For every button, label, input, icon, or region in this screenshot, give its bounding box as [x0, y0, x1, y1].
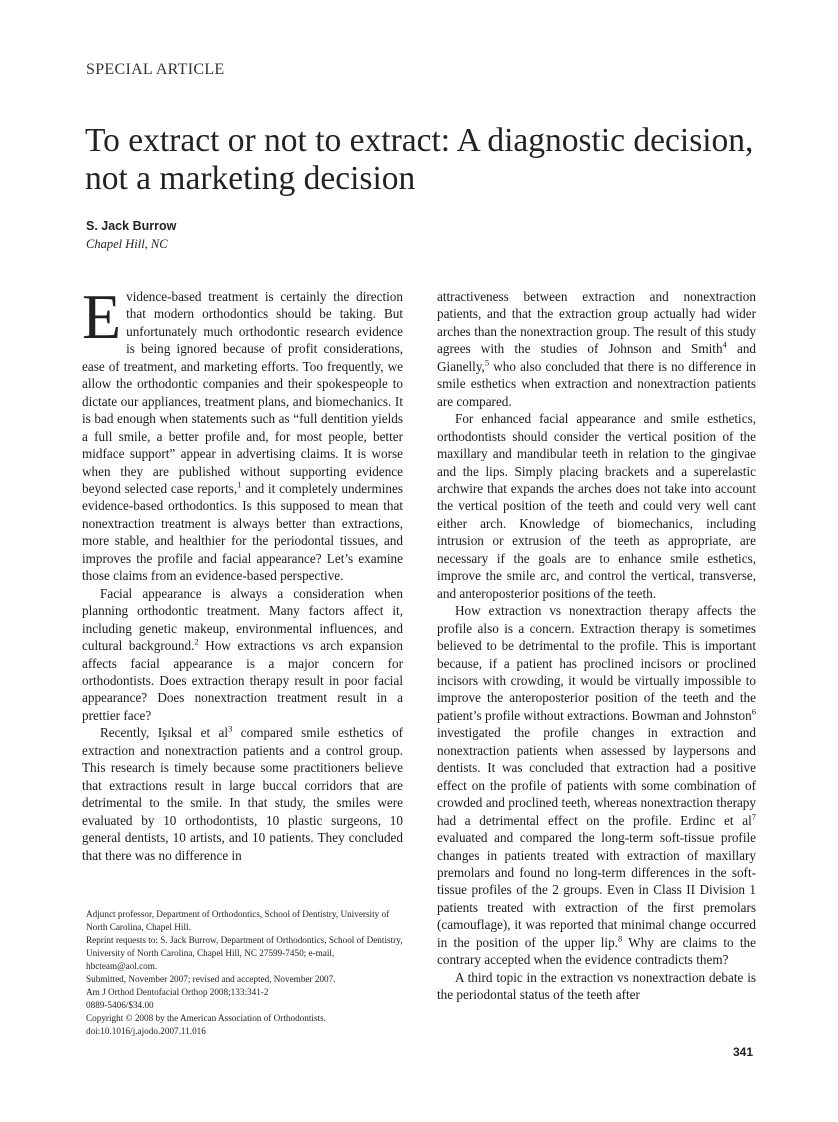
footnote-affiliation: Adjunct professor, Department of Orthodontics, School of Dentistry, University of North Carolina, Chapel Hill.	[86, 909, 390, 932]
footnote-copyright: Copyright © 2008 by the American Association of Orthodontists.	[86, 1013, 326, 1023]
paragraph-text: and Gianelly,	[437, 341, 757, 374]
footnote-submitted: Submitted, November 2007; revised and accepted, November 2007.	[86, 974, 336, 984]
paragraph-4	[437, 288, 756, 410]
footnote-doi: doi:10.1016/j.ajodo.2007.11.016	[86, 1026, 206, 1036]
reference-marker: 7	[751, 811, 756, 822]
paragraph-5: For enhanced facial appearance and smile esthetics, orthodontists should consider the vertical position of the maxillary and mandibular teeth in relation to the gingivae and the lips. Simply placing brackets and a superelastic archwire that expands the arches does not take into account the vertical position of the teeth and could very well cant either arch. Knowledge of biomechanics, including intrusion or extrusion of the teeth as appropriate, are necessary if the goals are to enhance smile esthetics, improve the smile arc, and control the vertical, transverse, and anteroposterior positions of the teeth.	[437, 411, 756, 601]
paragraph-text: and it completely undermines evidence-based orthodontics. Is this supposed to mean that nonextraction treatment is always better than extractions, more stable, and healthier for the periodontal tissues, and improves the profile and facial appearance? Let’s examine those claims from an evidence-based perspective.	[82, 480, 403, 584]
paragraph-text: compared smile esthetics of extraction and nonextraction patients and a control group. This research is timely because some practitioners believe that extractions result in large buccal corridors that are detrimental to the smile. In that study, the smiles were evaluated by 10 orthodontists, 10 plastic surgeons, 10 general dentists, 10 artists, and 10 patients. They concluded that there was no difference in	[82, 725, 403, 863]
paragraph-text: who also concluded that there is no difference in smile esthetics when extraction and nonextraction patients are compared.	[437, 358, 756, 409]
footnotes	[86, 908, 406, 1038]
paragraph-text: attractiveness between extraction and nonextraction patients, and that the extraction group actually had wider arches than the nonextraction group. The result of this study agrees with the studies of Johnson and Smith	[437, 289, 756, 357]
paragraph-6	[437, 602, 756, 969]
article-title: To extract or not to extract: A diagnostic decision, not a marketing decision	[85, 122, 754, 197]
paragraph-text: Why are claims to the contrary accepted when the evidence contradicts them?	[437, 934, 756, 968]
paragraph-1	[82, 281, 403, 585]
reference-marker: 3	[228, 723, 233, 734]
paragraph-text: How extractions vs arch expansion affects facial appearance is a major concern for orthodontists. Does extraction therapy result in poor facial appearance? Does nonextraction treatment result in a prettier face?	[82, 638, 403, 723]
reference-marker: 8	[617, 933, 623, 944]
left-column	[82, 281, 403, 864]
reference-marker: 2	[194, 636, 199, 647]
section-label: SPECIAL ARTICLE	[86, 61, 225, 78]
paragraph-text: Recently, Işıksal et al	[100, 725, 229, 741]
paragraph-text: vidence-based treatment is certainly the direction that modern orthodontics should be taking. But unfortunately much orthodontic research evidence is being ignored because of profit considerations, ease of treatment, and marketing efforts. Too frequently, we allow the orthodontic companies and their spokespeople to dictate our appliances, treatment plans, and biomechanics. It is bad enough when statements such as “full dentition yields a full smile, a better profile and, for most people, better midface support” appear in advertising claims. It is worse when they are published without supporting evidence beyond selected case reports,	[82, 289, 403, 496]
reference-marker: 1	[237, 479, 242, 490]
paragraph-text: evaluated and compared the long-term soft-tissue profile changes in patients treated with extraction of maxillary premolars and found no long-term differences in the soft-tissue profiles of the 2 groups. Even in Class II Division 1 patients treated with extraction of the first premolars (camouflage), it was reported that minimal change occurred in the position of the upper lip.	[437, 830, 756, 950]
reference-marker: 6	[751, 706, 756, 717]
footnote-citation: Am J Orthod Dentofacial Orthop 2008;133:341-2	[86, 987, 269, 997]
drop-cap: E	[82, 281, 122, 352]
paragraph-3	[82, 724, 403, 864]
reference-marker: 5	[484, 357, 490, 368]
reference-marker: 4	[722, 339, 727, 350]
author-affiliation: Chapel Hill, NC	[86, 237, 168, 251]
paragraph-text: How extraction vs nonextraction therapy affects the profile also is a concern. Extraction therapy is sometimes believed to be detrimental to the profile. This is important because, if a patient has proclined incisors or proclined incisors with crowding, it would be virtually impossible to improve the anteroposterior position of the teeth and the patient’s profile without extractions. Bowman and Johnston	[437, 603, 756, 723]
paragraph-7: A third topic in the extraction vs nonextraction debate is the periodontal status of the teeth after	[437, 969, 756, 1003]
paragraph-2	[82, 585, 403, 725]
right-column	[437, 288, 756, 1004]
footnote-reprint: Reprint requests to: S. Jack Burrow, Department of Orthodontics, School of Dentistry, University of North Carolina, Chapel Hill, NC 27599-7450; e-mail, hbcteam@aol.com.	[86, 935, 403, 971]
paragraph-text: Facial appearance is always a consideration when planning orthodontic treatment. Many factors affect it, including genetic makeup, environmental influences, and cultural background.	[82, 585, 403, 654]
page-number: 341	[733, 1045, 754, 1059]
footnote-issn: 0889-5406/$34.00	[86, 1000, 154, 1010]
author-name: S. Jack Burrow	[86, 219, 177, 233]
paragraph-text: investigated the profile changes in extraction and nonextraction patients when assessed by laypersons and dentists. It was concluded that extraction had a positive effect on the profile of patients with some combination of crowded and proclined teeth, whereas nonextraction therapy had a detrimental effect on the profile. Erdinc et al	[437, 725, 756, 828]
